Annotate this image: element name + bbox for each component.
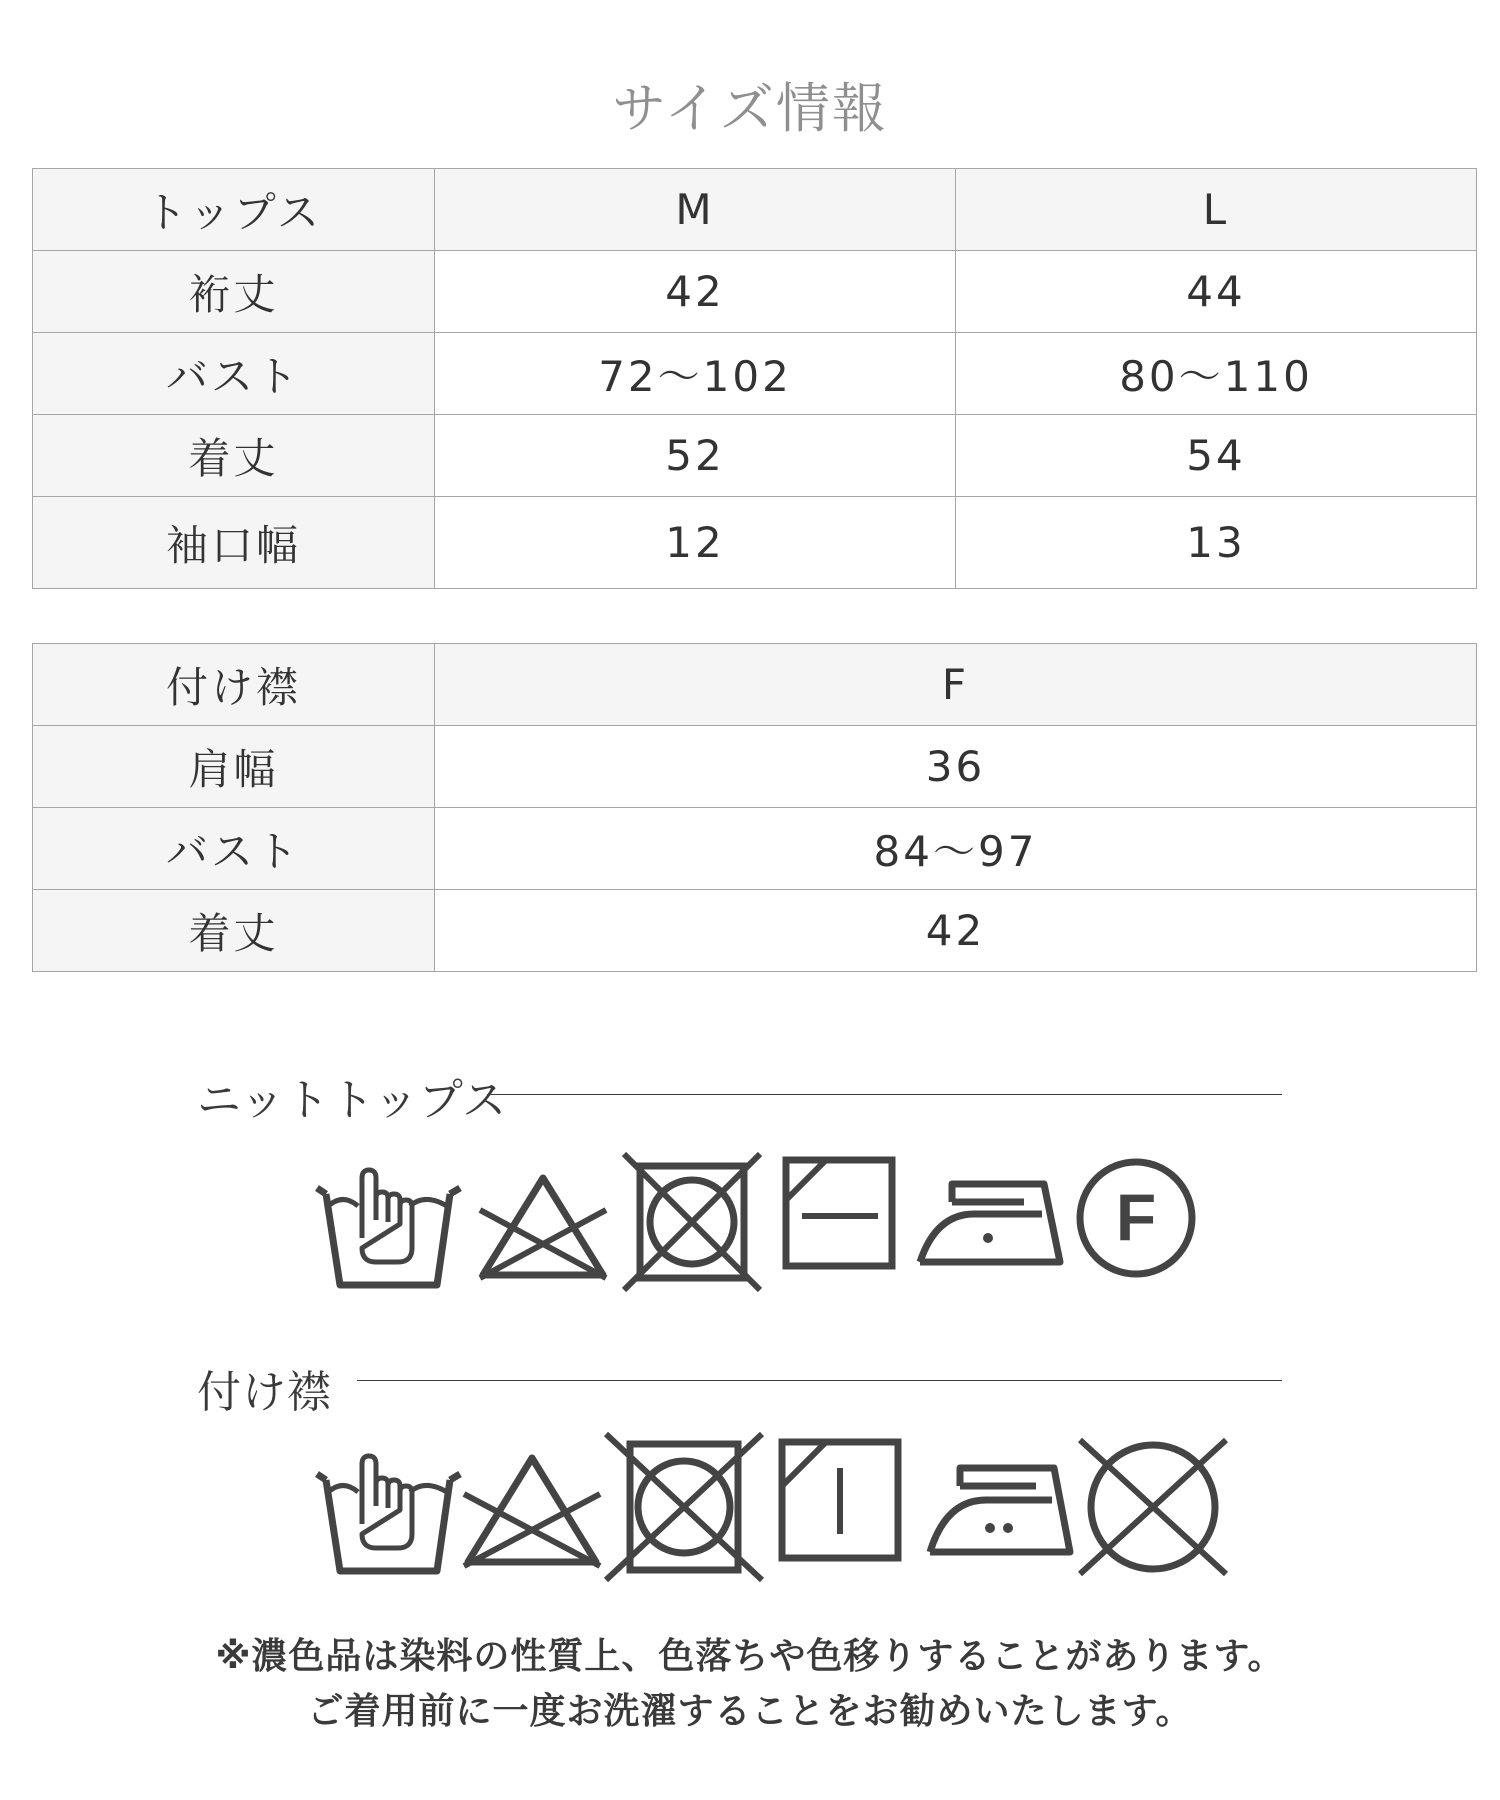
table-cell: 84～97: [435, 808, 1477, 890]
row-label: 着丈: [33, 890, 435, 972]
table-cell: 72～102: [435, 333, 956, 415]
table-cell: 12: [435, 497, 956, 589]
row-label: 裄丈: [33, 251, 435, 333]
dry-clean-f-icon: [1072, 1154, 1200, 1282]
hand-wash-icon: [312, 1150, 462, 1290]
collar-size-table: [32, 643, 1477, 972]
header-cell: 付け襟: [33, 644, 435, 726]
no-bleach-icon: [462, 1450, 602, 1570]
care-note-line-2: ご着用前に一度お洗濯することをお勧めいたします。: [307, 1691, 1193, 1732]
table-row: [33, 726, 1477, 808]
table-cell: 36: [435, 726, 1477, 808]
row-label: 肩幅: [33, 726, 435, 808]
table-cell: 80～110: [956, 333, 1477, 415]
table-cell: 42: [435, 890, 1477, 972]
row-label: バスト: [33, 808, 435, 890]
iron-medium-icon: [924, 1460, 1074, 1560]
table-row: [33, 333, 1477, 415]
care-note-line-1: ※濃色品は染料の性質上、色落ちや色移りすることがあります。: [215, 1636, 1285, 1677]
header-cell: F: [435, 644, 1477, 726]
table-row: [33, 251, 1477, 333]
header-cell: トップス: [33, 169, 435, 251]
no-tumble-dry-icon: [622, 1152, 762, 1292]
row-label: 着丈: [33, 415, 435, 497]
iron-low-icon: [914, 1178, 1064, 1268]
page-title: サイズ情報: [612, 77, 888, 140]
table-row: [33, 415, 1477, 497]
table-cell: 42: [435, 251, 956, 333]
knit-tops-care-label: ニットトップス: [197, 1075, 508, 1126]
table-row: [33, 497, 1477, 589]
no-tumble-dry-icon: [604, 1432, 764, 1582]
header-cell: L: [956, 169, 1477, 251]
table-row: [33, 890, 1477, 972]
row-label: バスト: [33, 333, 435, 415]
dry-clean-letter: F: [1115, 1180, 1157, 1254]
line-dry-shade-icon: [782, 1156, 897, 1271]
section-divider: [357, 1380, 1282, 1381]
table-cell: 52: [435, 415, 956, 497]
collar-care-icons: [0, 1430, 1500, 1590]
collar-care-label: 付け襟: [197, 1367, 332, 1418]
no-dry-clean-icon: [1076, 1434, 1230, 1580]
row-label: 袖口幅: [33, 497, 435, 589]
tops-size-table: [32, 168, 1477, 589]
no-bleach-icon: [478, 1170, 608, 1280]
header-cell: M: [435, 169, 956, 251]
table-cell: 54: [956, 415, 1477, 497]
table-cell: 13: [956, 497, 1477, 589]
table-cell: 44: [956, 251, 1477, 333]
section-divider: [487, 1094, 1282, 1095]
table-row: [33, 808, 1477, 890]
drip-dry-shade-icon: [778, 1438, 902, 1562]
hand-wash-icon: [312, 1436, 462, 1576]
knit-tops-care-icons: [0, 1140, 1500, 1300]
table-header-row: [33, 169, 1477, 251]
table-header-row: [33, 644, 1477, 726]
